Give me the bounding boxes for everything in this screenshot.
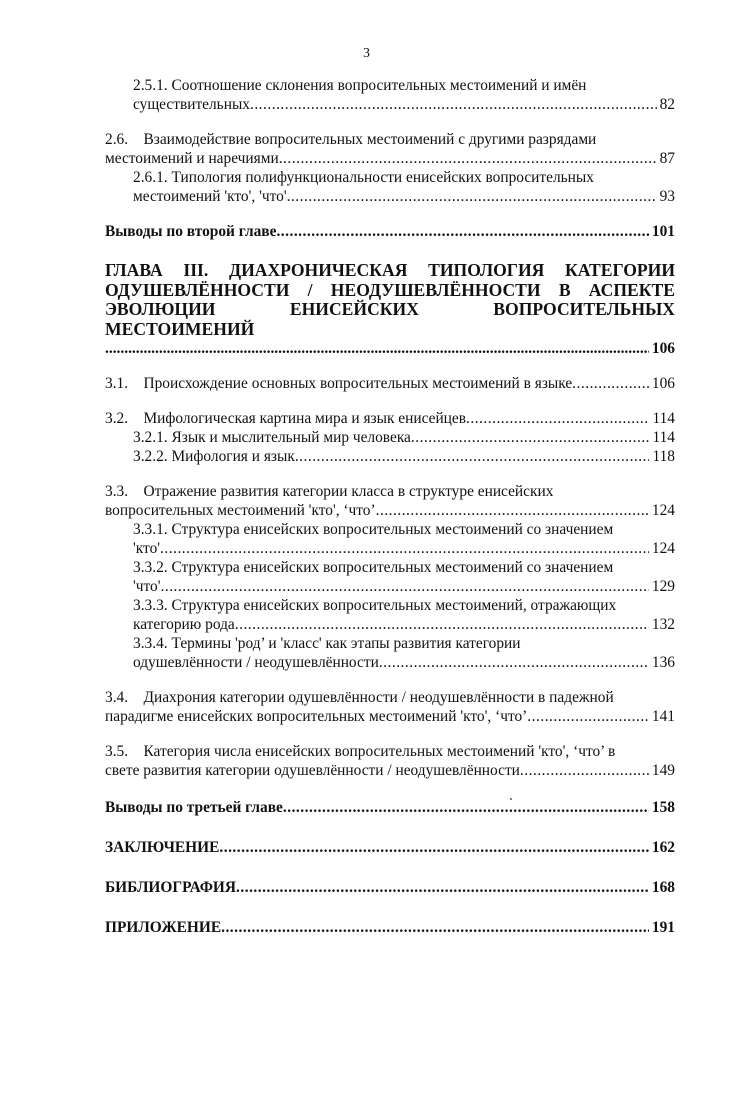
toc-title-cont: одушевлённости / неодушевлённости [133,654,379,671]
toc-title-cont: парадигме енисейских вопросительных местоимений 'кто', ‘что’ [105,708,528,725]
toc-number: 3.2.1. [133,429,168,446]
toc-title-cont: свете развития категории одушевлённости / неодушевлённости [105,762,520,779]
toc-entry-3-3-4[interactable] [105,634,675,672]
toc-title: БИБЛИОГРАФИЯ [105,879,237,896]
toc-page: 118 [652,448,675,465]
toc-title: Соотношение склонения вопросительных местоимений и имён [171,77,587,94]
toc-entry-conclusions-chapter-3[interactable] [105,798,675,817]
toc-entry-3-4[interactable] [105,688,675,726]
table-of-contents [105,76,675,951]
chapter-title: ГЛАВА III. ДИАХРОНИЧЕСКАЯ ТИПОЛОГИЯ КАТЕГОРИИ ОДУШЕВЛЁННОСТИ / НЕОДУШЕВЛЁННОСТИ В АСПЕКТЕ ЭВОЛЮЦИИ ЕНИСЕЙСКИХ ВОПРОСИТЕЛЬНЫХ МЕСТОИМЕНИЙ [105,260,675,339]
toc-entry-appendix[interactable] [105,918,675,937]
toc-page: 93 [659,188,675,205]
toc-number: 2.6.1. [133,169,168,186]
toc-title: Выводы по второй главе [105,223,277,240]
toc-entry-3-3[interactable] [105,482,675,520]
toc-page: 136 [651,654,675,671]
toc-number: 2.5.1. [133,77,168,94]
toc-page: 158 [651,799,675,816]
toc-entry-3-2-1[interactable] [105,428,675,447]
toc-number: 3.3.1. [133,521,168,538]
toc-title: Диахрония категории одушевлённости / неодушевлённости в падежной [143,689,614,706]
toc-title: Типология полифункциональности енисейских вопросительных [171,169,594,186]
toc-entry-3-2[interactable] [105,409,675,428]
toc-title: Отражение развития категории класса в структуре енисейских [143,483,554,500]
toc-page: 114 [652,429,675,446]
toc-entry-3-3-2[interactable] [105,558,675,596]
toc-number: 3.4. [105,689,129,706]
toc-entry-3-5[interactable] [105,742,675,780]
toc-page: 162 [651,839,675,856]
toc-number: 3.3. [105,483,129,500]
toc-page: 82 [659,96,675,113]
toc-title: Термины 'род’ и 'класс' как этапы развития категории [171,635,521,652]
toc-number: 3.2. [105,410,129,427]
scan-speck [510,798,512,800]
toc-title: Язык и мыслительный мир человека [171,429,411,446]
toc-entry-3-1[interactable] [105,374,675,393]
toc-title-cont: вопросительных местоимений 'кто', ‘что’ [105,502,376,519]
toc-page: 191 [651,919,675,936]
toc-title-cont: 'кто' [133,540,161,557]
toc-page: 124 [651,502,675,519]
toc-entry-2-5-1[interactable] [105,76,675,114]
toc-entry-2-6-1[interactable] [105,168,675,206]
toc-page: 101 [651,223,675,240]
page-number: 3 [363,46,370,61]
toc-number: 2.6. [105,131,129,148]
toc-number: 3.5. [105,743,129,760]
toc-title-cont: местоимений и наречиями [105,150,279,167]
toc-title: Мифологическая картина мира и язык енисейцев [143,410,467,427]
toc-title-cont: местоимений 'кто', 'что' [133,188,287,205]
toc-page: 129 [651,578,675,595]
toc-title: Категория числа енисейских вопросительных местоимений 'кто', ‘что’ в [143,743,616,760]
toc-number: 3.3.2. [133,559,168,576]
toc-title: Структура енисейских вопросительных местоимений со значением [171,559,614,576]
toc-page: 124 [651,540,675,557]
toc-page: 106 [651,375,675,392]
toc-title: Выводы по третьей главе [105,799,283,816]
toc-entry-conclusions-chapter-2[interactable] [105,222,675,241]
toc-title: Взаимодействие вопросительных местоимений с другими разрядами [143,131,597,148]
toc-entry-bibliography[interactable] [105,878,675,897]
toc-title: Мифология и язык [171,448,295,465]
toc-page: 106 [651,340,675,357]
toc-entry-conclusion[interactable] [105,838,675,857]
toc-title-cont: категорию рода [133,616,235,633]
toc-page: 168 [651,879,675,896]
toc-title-cont: существительных [133,96,250,113]
toc-chapter-3[interactable] [105,261,675,358]
toc-entry-3-2-2[interactable] [105,447,675,466]
toc-title: Структура енисейских вопросительных местоимений со значением [171,521,614,538]
toc-title-cont: 'что' [133,578,161,595]
toc-number: 3.2.2. [133,448,168,465]
toc-title: ПРИЛОЖЕНИЕ [105,919,222,936]
toc-entry-2-6[interactable] [105,130,675,168]
toc-title: Структура енисейских вопросительных местоимений, отражающих [171,597,617,614]
toc-number: 3.3.4. [133,635,168,652]
toc-page: 114 [652,410,675,427]
toc-page: 141 [651,708,675,725]
toc-page: 132 [651,616,675,633]
toc-entry-3-3-3[interactable] [105,596,675,634]
toc-number: 3.1. [105,375,129,392]
toc-page: 87 [659,150,675,167]
toc-title: Происхождение основных вопросительных местоимений в языке [143,375,573,392]
toc-title: ЗАКЛЮЧЕНИЕ [105,839,220,856]
toc-page: 149 [651,762,675,779]
toc-entry-3-3-1[interactable] [105,520,675,558]
toc-number: 3.3.3. [133,597,168,614]
